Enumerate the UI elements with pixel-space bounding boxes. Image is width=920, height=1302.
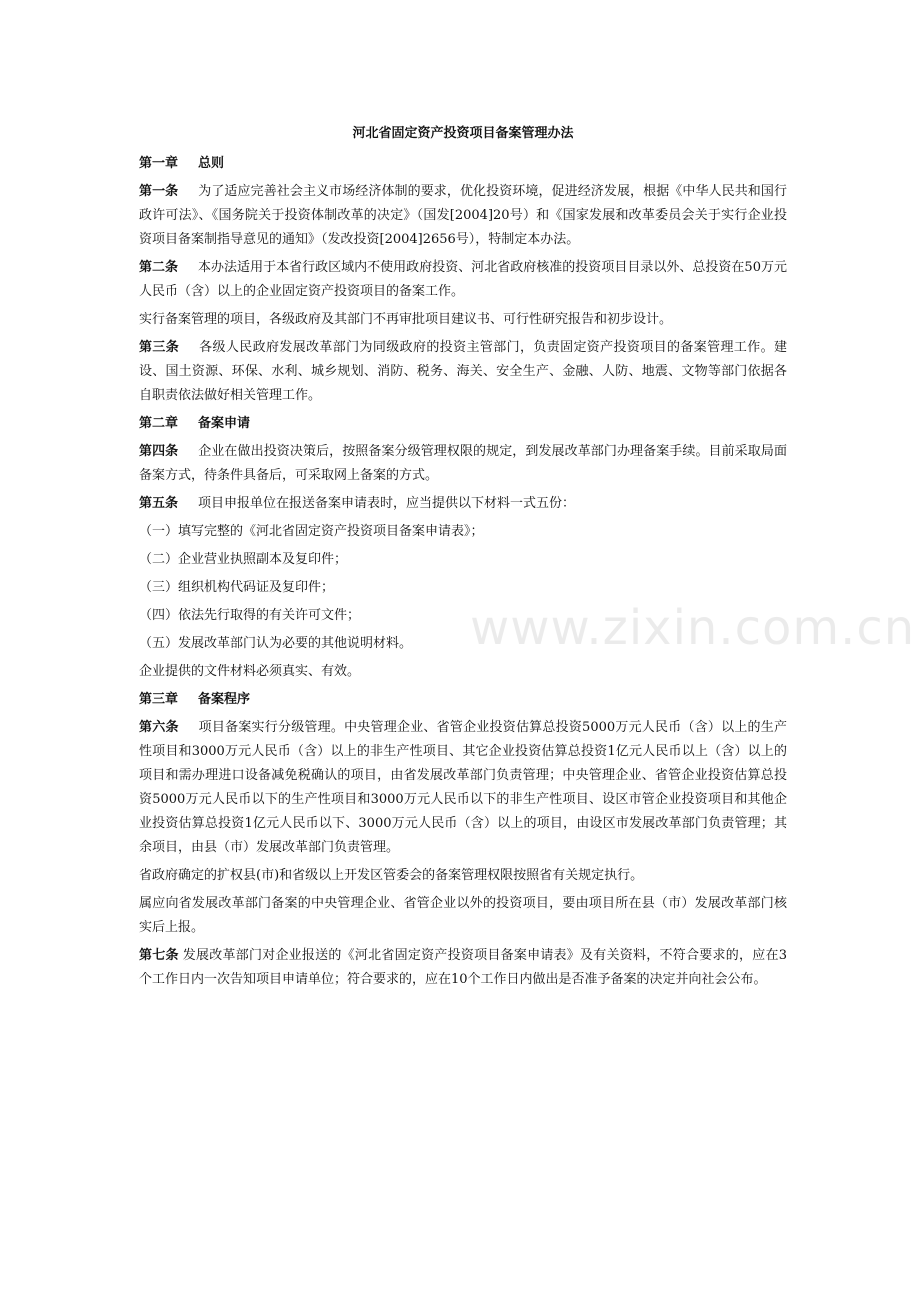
list-item: （四）依法先行取得的有关许可文件； xyxy=(139,608,361,623)
article-text: 本办法适用于本省行政区域内不使用政府投资、河北省政府核准的投资项目目录以外、总投资在50万元人民币（含）以上的企业固定资产投资项目的备案工作。 xyxy=(139,260,787,299)
chapter-number: 第二章 xyxy=(139,416,179,431)
article-7 xyxy=(139,944,787,992)
paragraph: 企业提供的文件材料必须真实、有效。 xyxy=(139,664,361,679)
article-label: 第一条 xyxy=(139,184,179,199)
article-text: 各级人民政府发展改革部门为同级政府的投资主管部门，负责固定资产投资项目的备案管理工作。建设、国土资源、环保、水利、城乡规划、消防、税务、海关、安全生产、金融、人防、地震、文物等部门依据各自职责依法做好相关管理工作。 xyxy=(139,340,787,403)
chapter-2-heading xyxy=(139,412,787,436)
article-text: 为了适应完善社会主义市场经济体制的要求，优化投资环境，促进经济发展，根据《中华人民共和国行政许可法》、《国务院关于投资体制改革的决定》（国发[2004]20号）和《国家发展和改革委员会关于实行企业投资项目备案制指导意见的通知》（发改投资[2004]2656号），特制定本办法。 xyxy=(139,184,787,247)
article-label: 第七条 xyxy=(139,948,179,963)
article-label: 第五条 xyxy=(139,496,179,511)
paragraph: 实行备案管理的项目，各级政府及其部门不再审批项目建议书、可行性研究报告和初步设计。 xyxy=(139,312,673,327)
article-label: 第三条 xyxy=(139,340,180,355)
list-item: （二）企业营业执照副本及复印件； xyxy=(139,552,348,567)
article-text: 企业在做出投资决策后，按照备案分级管理权限的规定，到发展改革部门办理备案手续。目前采取局面备案方式，待条件具备后，可采取网上备案的方式。 xyxy=(139,444,787,483)
paragraph: 属应向省发展改革部门备案的中央管理企业、省管企业以外的投资项目，要由项目所在县（市）发展改革部门核实后上报。 xyxy=(139,896,787,935)
chapter-name: 总则 xyxy=(198,156,225,171)
article-label: 第四条 xyxy=(139,444,179,459)
article-5 xyxy=(139,492,787,516)
article-4 xyxy=(139,440,787,488)
article-1 xyxy=(139,180,787,252)
chapter-name: 备案申请 xyxy=(198,416,251,431)
document-page xyxy=(139,124,787,996)
paragraph: 省政府确定的扩权县(市)和省级以上开发区管委会的备案管理权限按照省有关规定执行。 xyxy=(139,868,644,883)
article-text: 项目备案实行分级管理。中央管理企业、省管企业投资估算总投资5000万元人民币（含）以上的生产性项目和3000万元人民币（含）以上的非生产性项目、其它企业投资估算总投资1亿元人民币以上（含）以上的项目和需办理进口设备减免税确认的项目，由省发展改革部门负责管理；中央管理企业、省管企业投资估算总投资5000万元人民币以下的生产性项目和3000万元人民币以下的非生产性项目、设区市管企业投资项目和其他企业投资估算总投资1亿元人民币以下、3000万元人民币（含）以上的项目，由设区市发展改革部门负责管理；其余项目，由县（市）发展改革部门负责管理。 xyxy=(139,720,787,855)
article-2 xyxy=(139,256,787,304)
document-title: 河北省固定资产投资项目备案管理办法 xyxy=(352,126,574,141)
article-text: 发展改革部门对企业报送的《河北省固定资产投资项目备案申请表》及有关资料，不符合要求的，应在3个工作日内一次告知项目申请单位；符合要求的，应在10个工作日内做出是否准予备案的决定并向社会公布。 xyxy=(139,948,787,987)
list-item: （三）组织机构代码证及复印件； xyxy=(139,580,335,595)
article-label: 第二条 xyxy=(139,260,179,275)
chapter-1-heading xyxy=(139,152,787,176)
chapter-number: 第一章 xyxy=(139,156,179,171)
list-item: （五）发展改革部门认为必要的其他说明材料。 xyxy=(139,636,413,651)
chapter-name: 备案程序 xyxy=(198,692,251,707)
watermark: www.zixin.com.cn xyxy=(470,600,916,656)
list-item: （一）填写完整的《河北省固定资产投资项目备案申请表》； xyxy=(139,524,484,539)
article-6 xyxy=(139,716,787,860)
article-label: 第六条 xyxy=(139,720,179,735)
chapter-number: 第三章 xyxy=(139,692,179,707)
article-3 xyxy=(139,336,787,408)
article-text: 项目申报单位在报送备案申请表时，应当提供以下材料一式五份： xyxy=(198,496,576,511)
chapter-3-heading xyxy=(139,688,787,712)
